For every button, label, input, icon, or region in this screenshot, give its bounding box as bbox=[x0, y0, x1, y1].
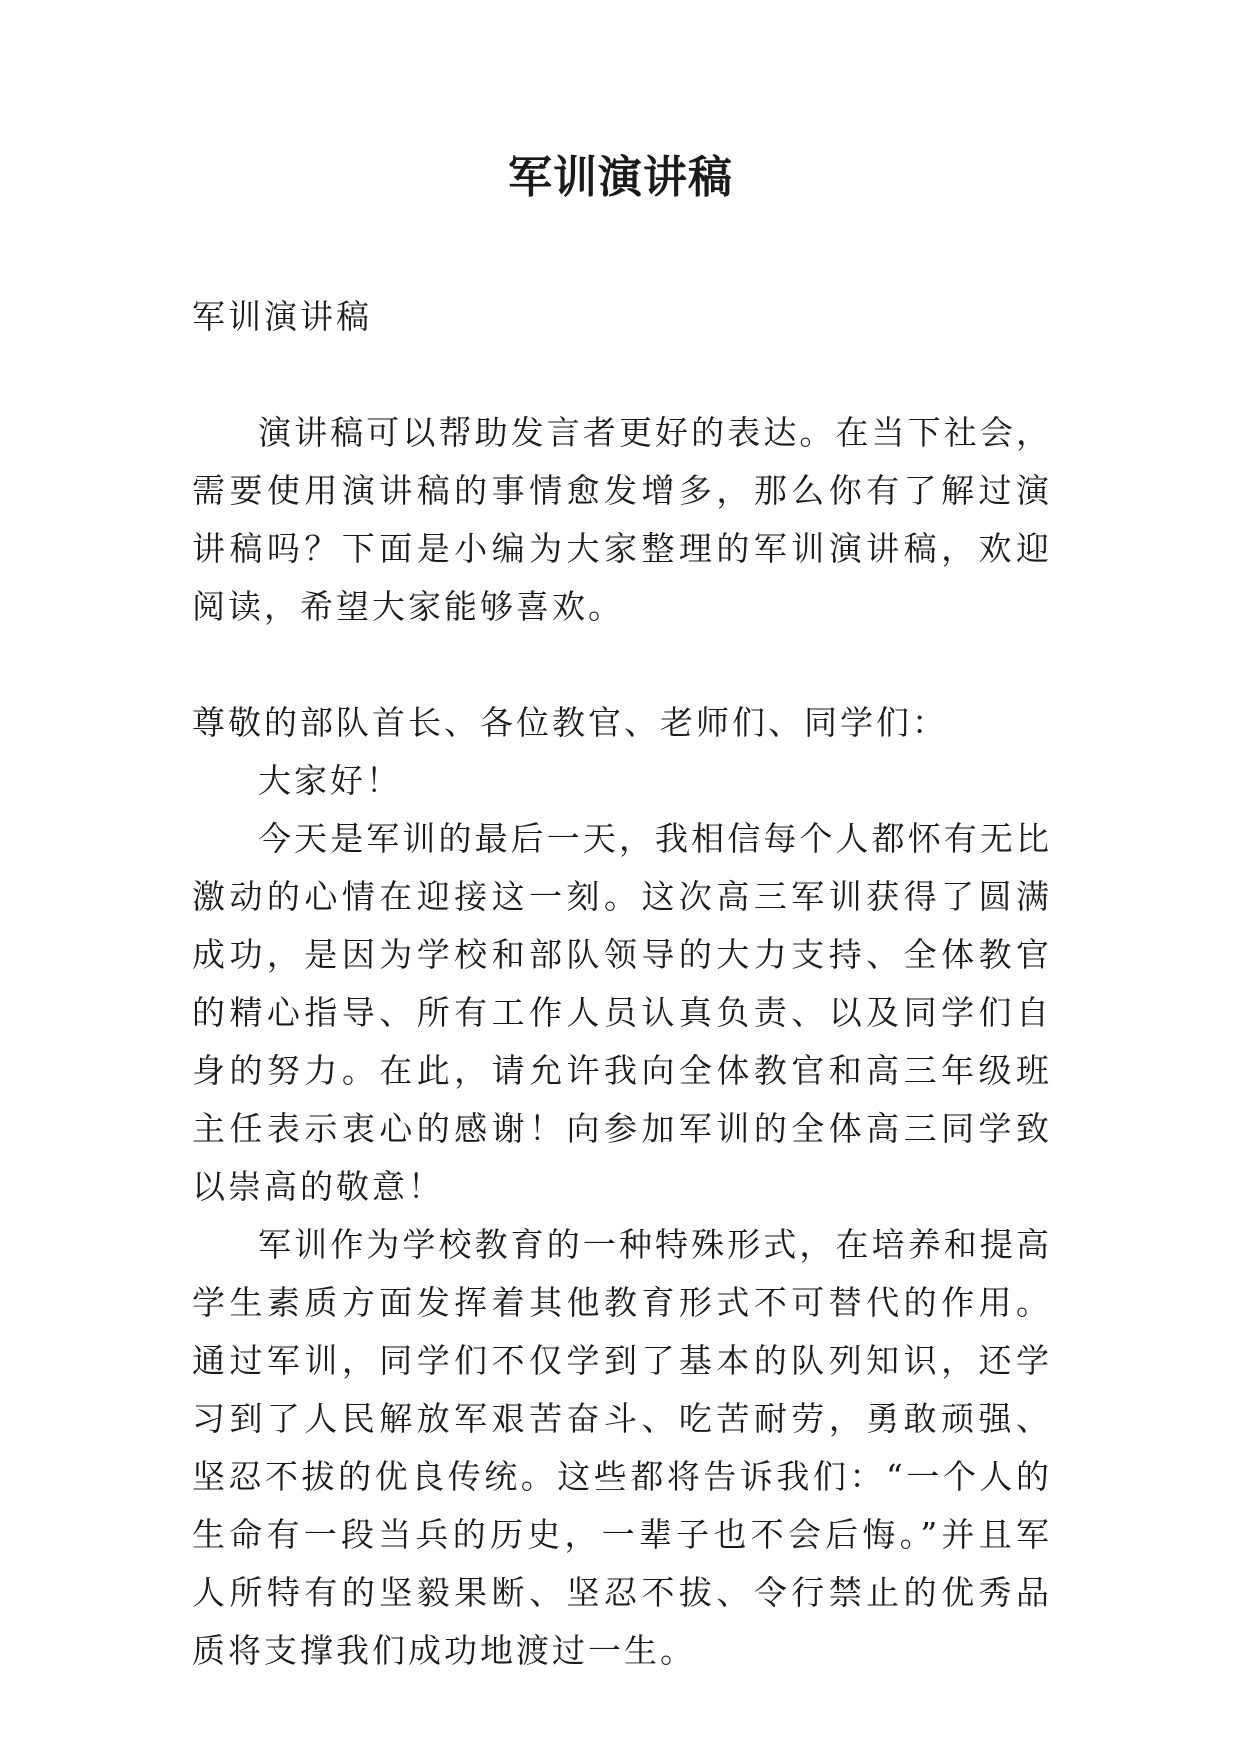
body-paragraph: 军训作为学校教育的一种特殊形式，在培养和提高学生素质方面发挥着其他教育形式不可替代的作用。通过军训，同学们不仅学到了基本的队列知识，还学习到了人民解放军艰苦奋斗、吃苦耐劳，勇敢顽强、坚忍不拔的优良传统。这些都将告诉我们：“一个人的生命有一段当兵的历史，一辈子也不会后悔。”并且军人所特有的坚毅果断、坚忍不拔、令行禁止的优秀品质将支撑我们成功地渡过一生。 bbox=[192, 1225, 1052, 1670]
document-body bbox=[192, 288, 1052, 1680]
body-paragraph: 今天是军训的最后一天，我相信每个人都怀有无比激动的心情在迎接这一刻。这次高三军训获得了圆满成功，是因为学校和部队领导的大力支持、全体教官的精心指导、所有工作人员认真负责、以及同学们自身的努力。在此，请允许我向全体教官和高三年级班主任表示衷心的感谢！向参加军训的全体高三同学致以崇高的敬意！ bbox=[192, 819, 1052, 1206]
document-title: 军训演讲稿 bbox=[508, 152, 733, 203]
salutation: 尊敬的部队首长、各位教官、老师们、同学们： bbox=[192, 703, 948, 742]
greeting: 大家好！ bbox=[258, 761, 402, 800]
document-subtitle: 军训演讲稿 bbox=[192, 297, 372, 336]
intro-paragraph: 演讲稿可以帮助发言者更好的表达。在当下社会，需要使用演讲稿的事情愈发增多，那么你有了解过演讲稿吗？下面是小编为大家整理的军训演讲稿，欢迎阅读，希望大家能够喜欢。 bbox=[192, 413, 1052, 626]
